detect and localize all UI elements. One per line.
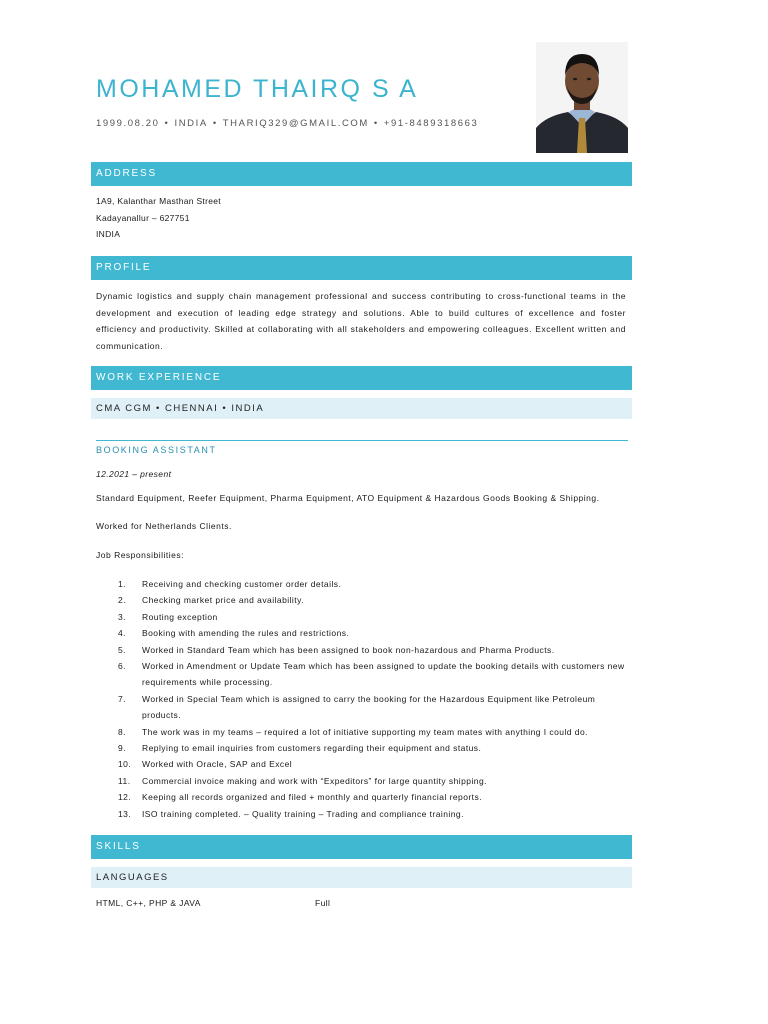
candidate-name: MOHAMED THAIRQ S A	[96, 75, 419, 103]
divider	[96, 440, 628, 441]
phone: +91-8489318663	[383, 118, 479, 129]
address-block	[96, 193, 221, 243]
list-item: 10. Worked with Oracle, SAP and Excel	[118, 759, 293, 770]
section-header-skills: SKILLS	[91, 835, 632, 859]
job-description: Standard Equipment, Reefer Equipment, Pharma Equipment, ATO Equipment & Hazardous Goods Booking & Shipping.	[96, 493, 600, 503]
separator: •	[164, 118, 170, 129]
skill-name: HTML, C++, PHP & JAVA	[96, 898, 201, 908]
country: INDIA	[174, 118, 208, 129]
responsibilities-heading: Job Responsibilities:	[96, 550, 184, 560]
section-header-address: ADDRESS	[91, 162, 632, 186]
profile-summary: Dynamic logistics and supply chain management professional and success contributing to cross-functional teams in the development and execution of leading edge strategy and solutions. Able to build cultures of excellence and foster efficiency and productivity. Skilled at collaborating with all stakeholders and empowering colleagues. Excellent written and communication.	[96, 291, 626, 351]
list-item: 13. ISO training completed. – Quality training – Trading and compliance training.	[118, 808, 464, 819]
address-line: 1A9, Kalanthar Masthan Street	[96, 196, 221, 206]
list-item: 5. Worked in Standard Team which has been assigned to book non-hazardous and Pharma Products.	[118, 644, 555, 655]
email: THARIQ329@GMAIL.COM	[222, 118, 369, 129]
skill-level: Full	[315, 898, 331, 908]
section-header-profile: PROFILE	[91, 256, 632, 280]
list-item: 3. Routing exception	[118, 611, 218, 622]
section-header-work-experience: WORK EXPERIENCE	[91, 366, 632, 390]
separator: •	[212, 118, 218, 129]
languages-heading: LANGUAGES	[91, 867, 632, 888]
list-item: 11. Commercial invoice making and work with “Expeditors” for large quantity shipping.	[118, 775, 487, 786]
responsibilities-list	[96, 576, 628, 822]
list-item: 2. Checking market price and availability.	[118, 595, 304, 606]
birth-date: 1999.08.20	[96, 118, 160, 129]
contact-line	[96, 118, 478, 129]
list-item: 12. Keeping all records organized and filed + monthly and quarterly financial reports.	[118, 792, 483, 803]
list-item: 9. Replying to email inquiries from customers regarding their equipment and status.	[118, 743, 482, 754]
address-line: INDIA	[96, 229, 121, 239]
skill-row	[96, 898, 496, 908]
separator: •	[373, 118, 379, 129]
list-item: 7. Worked in Special Team which is assigned to carry the booking for the Hazardous Equipment like Petroleum products.	[118, 693, 596, 721]
list-item: 6. Worked in Amendment or Update Team which has been assigned to update the booking details with customers new requirements while processing.	[118, 661, 625, 688]
profile-photo	[536, 42, 628, 153]
job-title: BOOKING ASSISTANT	[96, 445, 217, 455]
list-item: 1. Receiving and checking customer order details.	[118, 579, 342, 589]
list-item: 8. The work was in my teams – required a lot of initiative supporting my team mates with anything I could do.	[118, 726, 588, 737]
list-item: 4. Booking with amending the rules and restrictions.	[118, 628, 350, 639]
address-line: Kadayanallur – 627751	[96, 212, 190, 223]
employer-heading: CMA CGM • CHENNAI • INDIA	[91, 398, 632, 419]
job-clients: Worked for Netherlands Clients.	[96, 521, 232, 531]
job-dates: 12.2021 – present	[96, 469, 172, 479]
